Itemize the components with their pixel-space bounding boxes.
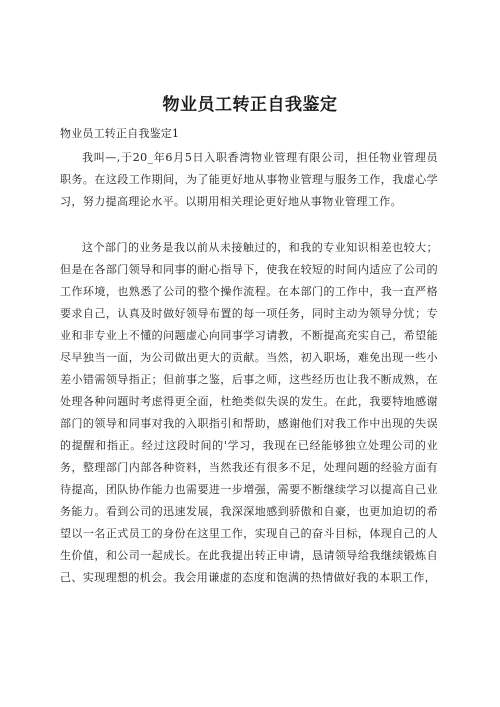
document-subtitle: 物业员工转正自我鉴定1: [60, 127, 180, 140]
document-title: 物业员工转正自我鉴定: [162, 95, 338, 115]
body-paragraph-1: 我叫—,于20_年6月5日入职香湾物业管理有限公司，担任物业管理员职务。在这段工作期间，为了能更好地从事物业管理与服务工作，我虚心学习，努力提高理论水平。以期用相关理论更好地从事物业管理工作。: [60, 151, 438, 208]
body-paragraph-2: 这个部门的业务是我以前从未接触过的，和我的专业知识相差也较大；但是在各部门领导和同事的耐心指导下，使我在较短的时间内适应了公司的工作环境，也熟悉了公司的整个操作流程。在本部门的工作中，我一直严格要求自己，认真及时做好领导布置的每一项任务，同时主动为领导分忧；专业和非专业上不懂的问题虚心向同事学习请教，不断提高充实自己，希望能尽早独当一面，为公司做出更大的贡献。当然，初入职场，难免出现一些小差小错需领导指正；但前事之鉴，后事之师，这些经历也让我不断成熟，在处理各种问题时考虑得更全面，杜绝类似失误的发生。在此，我要特地感谢部门的领导和同事对我的入职指引和帮助，感谢他们对我工作中出现的失误的提醒和指正。经过这段时间的'学习，我现在已经能够独立处理公司的业务，整理部门内部各种资料，当然我还有很多不足，处理问题的经验方面有待提高，团队协作能力也需要进一步增强，需要不断继续学习以提高自己业务能力。看到公司的迅速发展，我深深地感到骄傲和自豪，也更加迫切的希望以一名正式员工的身份在这里工作，实现自己的奋斗目标，体现自己的人生价值，和公司一起成长。在此我提出转正申请，恳请领导给我继续锻炼自己、实现理想的机会。我会用谦虚的态度和饱满的热情做好我的本职工作，: [60, 241, 438, 584]
